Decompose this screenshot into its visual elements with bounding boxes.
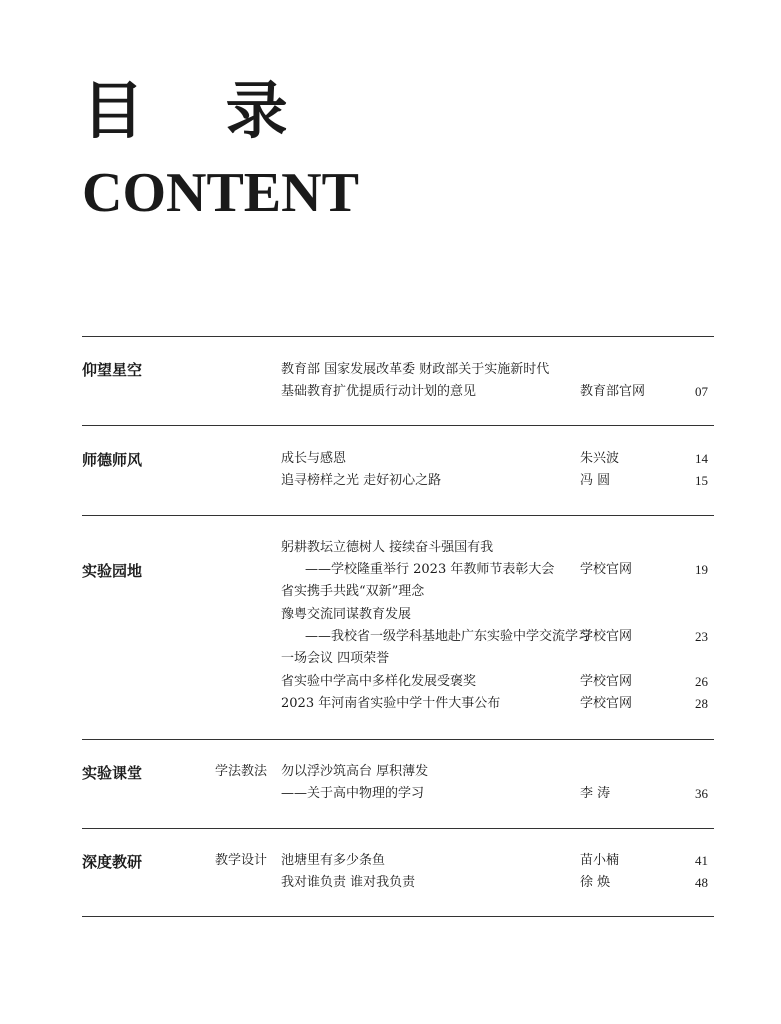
- toc-page: 19: [695, 562, 708, 577]
- toc-title: ——学校隆重举行 2023 年教师节表彰大会: [305, 562, 555, 577]
- toc-title: 成长与感恩: [281, 451, 347, 466]
- toc-title: 豫粤交流同谋教育发展: [281, 607, 412, 622]
- toc-title: 池塘里有多少条鱼: [281, 853, 386, 868]
- divider: [82, 515, 714, 516]
- section-title: 实验课堂: [82, 764, 143, 782]
- toc-title: 省实携手共践“双新”理念: [281, 584, 425, 599]
- toc-title: 躬耕教坛立德树人 接续奋斗强国有我: [281, 540, 494, 555]
- page-title-chinese: 目 录: [82, 74, 318, 147]
- toc-title: 基础教育扩优提质行动计划的意见: [281, 384, 477, 399]
- section-subtitle: 学法教法: [215, 764, 268, 779]
- toc-page: 15: [695, 473, 708, 488]
- toc-row[interactable]: [0, 381, 781, 403]
- section-title: 深度教研: [82, 853, 143, 871]
- toc-title: 勿以浮沙筑高台 厚积薄发: [281, 764, 429, 779]
- toc-row[interactable]: [0, 872, 781, 894]
- toc-row[interactable]: [0, 693, 781, 715]
- toc-row[interactable]: [0, 850, 781, 872]
- toc-page: 14: [695, 451, 708, 466]
- toc-source: 学校官网: [580, 562, 633, 577]
- toc-title: 省实验中学高中多样化发展受褒奖: [281, 674, 477, 689]
- toc-source: 学校官网: [580, 629, 633, 644]
- toc-title: ——关于高中物理的学习: [281, 786, 425, 801]
- toc-source: 苗小楠: [580, 853, 620, 868]
- divider: [82, 336, 714, 337]
- toc-source: 朱兴波: [580, 451, 620, 466]
- toc-page: 41: [695, 853, 708, 868]
- section-title: 师德师风: [82, 451, 143, 469]
- section-subtitle: 教学设计: [215, 853, 268, 868]
- toc-row[interactable]: [0, 359, 781, 381]
- toc-row[interactable]: [0, 559, 781, 581]
- toc-title: 教育部 国家发展改革委 财政部关于实施新时代: [281, 362, 550, 377]
- toc-title: 追寻榜样之光 走好初心之路: [281, 473, 442, 488]
- toc-page: 26: [695, 674, 708, 689]
- toc-page: 07: [695, 384, 708, 399]
- divider: [82, 425, 714, 426]
- toc-row[interactable]: [0, 626, 781, 648]
- toc-row[interactable]: [0, 448, 781, 470]
- section-title: 实验园地: [82, 562, 143, 580]
- toc-row[interactable]: [0, 671, 781, 693]
- toc-page: 48: [695, 875, 708, 890]
- toc-row[interactable]: [0, 648, 781, 670]
- page-title-english: CONTENT: [82, 162, 359, 224]
- toc-source: 冯 圆: [580, 473, 611, 488]
- toc-source: 学校官网: [580, 674, 633, 689]
- toc-row[interactable]: [0, 537, 781, 559]
- toc-page: 36: [695, 786, 708, 801]
- toc-source: 学校官网: [580, 696, 633, 711]
- toc-page: 28: [695, 696, 708, 711]
- toc-title: 我对谁负责 谁对我负责: [281, 875, 416, 890]
- toc-title: 2023 年河南省实验中学十件大事公布: [281, 696, 501, 711]
- toc-title: ——我校省一级学科基地赴广东实验中学交流学习: [305, 629, 592, 644]
- toc-row[interactable]: [0, 761, 781, 783]
- toc-source: 徐 焕: [580, 875, 611, 890]
- toc-row[interactable]: [0, 470, 781, 492]
- toc-page: 23: [695, 629, 708, 644]
- toc-title: 一场会议 四项荣誉: [281, 651, 390, 666]
- divider: [82, 916, 714, 917]
- toc-source: 教育部官网: [580, 384, 646, 399]
- toc-row[interactable]: [0, 604, 781, 626]
- toc-source: 李 涛: [580, 786, 611, 801]
- toc-row[interactable]: [0, 783, 781, 805]
- toc-row[interactable]: [0, 581, 781, 603]
- divider: [82, 739, 714, 740]
- divider: [82, 828, 714, 829]
- section-title: 仰望星空: [82, 361, 143, 379]
